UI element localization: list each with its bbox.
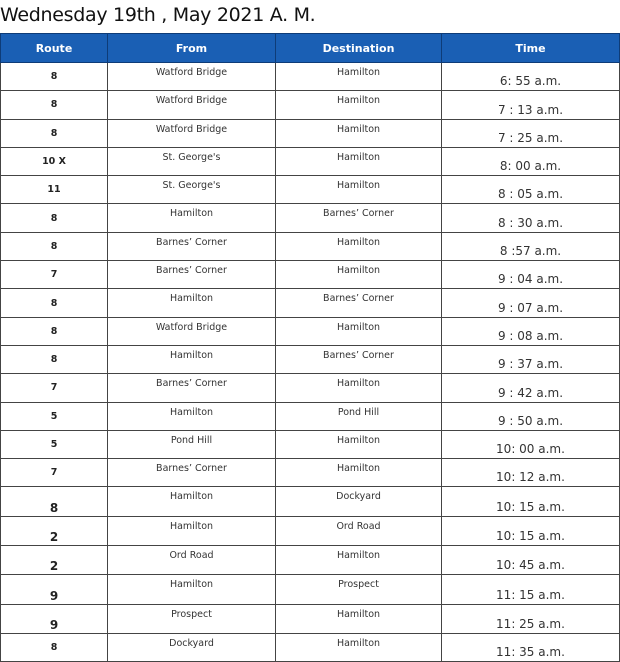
route-cell: 8 — [1, 633, 108, 661]
bus-schedule-table — [0, 33, 620, 662]
table-row — [1, 119, 620, 147]
time-cell: 7 : 25 a.m. — [442, 119, 620, 147]
route-cell: 8 — [1, 119, 108, 147]
from-cell: Barnes’ Corner — [108, 459, 276, 487]
time-cell: 9 : 07 a.m. — [442, 289, 620, 317]
from-cell: Prospect — [108, 604, 276, 633]
destination-cell: Barnes’ Corner — [276, 345, 442, 373]
time-cell: 10: 15 a.m. — [442, 516, 620, 545]
time-cell: 9 : 37 a.m. — [442, 345, 620, 373]
table-row — [1, 546, 620, 575]
table-row — [1, 604, 620, 633]
destination-cell: Barnes’ Corner — [276, 289, 442, 317]
route-cell: 8 — [1, 317, 108, 345]
route-cell: 5 — [1, 430, 108, 458]
route-cell: 9 — [1, 604, 108, 633]
from-cell: Hamilton — [108, 516, 276, 545]
table-row — [1, 147, 620, 175]
time-cell: 9 : 08 a.m. — [442, 317, 620, 345]
time-cell: 10: 00 a.m. — [442, 430, 620, 458]
from-cell: Barnes’ Corner — [108, 232, 276, 260]
destination-cell: Hamilton — [276, 91, 442, 119]
route-cell: 9 — [1, 575, 108, 604]
table-row — [1, 402, 620, 430]
time-cell: 8: 00 a.m. — [442, 147, 620, 175]
from-cell: Hamilton — [108, 575, 276, 604]
from-cell: Pond Hill — [108, 430, 276, 458]
destination-cell: Hamilton — [276, 232, 442, 260]
route-cell: 8 — [1, 289, 108, 317]
destination-cell: Hamilton — [276, 459, 442, 487]
table-row — [1, 204, 620, 232]
route-cell: 2 — [1, 546, 108, 575]
time-cell: 7 : 13 a.m. — [442, 91, 620, 119]
route-cell: 11 — [1, 176, 108, 204]
from-cell: Barnes’ Corner — [108, 261, 276, 289]
route-cell: 8 — [1, 232, 108, 260]
route-cell: 8 — [1, 345, 108, 373]
table-row — [1, 516, 620, 545]
route-cell: 7 — [1, 459, 108, 487]
time-cell: 11: 15 a.m. — [442, 575, 620, 604]
from-cell: Watford Bridge — [108, 63, 276, 91]
table-row — [1, 63, 620, 91]
table-row — [1, 91, 620, 119]
table-row — [1, 633, 620, 661]
route-cell: 8 — [1, 204, 108, 232]
time-cell: 10: 45 a.m. — [442, 546, 620, 575]
destination-cell: Hamilton — [276, 430, 442, 458]
time-cell: 11: 35 a.m. — [442, 633, 620, 661]
from-cell: Ord Road — [108, 546, 276, 575]
destination-cell: Hamilton — [276, 374, 442, 402]
route-cell: 8 — [1, 63, 108, 91]
from-cell: Watford Bridge — [108, 119, 276, 147]
column-header-route: Route — [1, 34, 108, 63]
from-cell: Hamilton — [108, 204, 276, 232]
time-cell: 9 : 50 a.m. — [442, 402, 620, 430]
table-row — [1, 289, 620, 317]
route-cell: 8 — [1, 487, 108, 516]
from-cell: Hamilton — [108, 402, 276, 430]
column-header-destination: Destination — [276, 34, 442, 63]
table-row — [1, 374, 620, 402]
destination-cell: Hamilton — [276, 147, 442, 175]
from-cell: Hamilton — [108, 487, 276, 516]
time-cell: 8 : 05 a.m. — [442, 176, 620, 204]
page-title: Wednesday 19th , May 2021 A. M. — [0, 4, 316, 26]
destination-cell: Pond Hill — [276, 402, 442, 430]
time-cell: 10: 15 a.m. — [442, 487, 620, 516]
table-row — [1, 430, 620, 458]
from-cell: St. George's — [108, 176, 276, 204]
table-row — [1, 317, 620, 345]
route-cell: 7 — [1, 374, 108, 402]
from-cell: Watford Bridge — [108, 317, 276, 345]
column-header-time: Time — [442, 34, 620, 63]
destination-cell: Dockyard — [276, 487, 442, 516]
from-cell: Watford Bridge — [108, 91, 276, 119]
table-row — [1, 459, 620, 487]
time-cell: 8 :57 a.m. — [442, 232, 620, 260]
route-cell: 10 X — [1, 147, 108, 175]
table-row — [1, 232, 620, 260]
time-cell: 6: 55 a.m. — [442, 63, 620, 91]
table-row — [1, 575, 620, 604]
time-cell: 11: 25 a.m. — [442, 604, 620, 633]
destination-cell: Hamilton — [276, 633, 442, 661]
route-cell: 7 — [1, 261, 108, 289]
destination-cell: Hamilton — [276, 546, 442, 575]
table-row — [1, 176, 620, 204]
route-cell: 5 — [1, 402, 108, 430]
time-cell: 9 : 42 a.m. — [442, 374, 620, 402]
destination-cell: Hamilton — [276, 63, 442, 91]
from-cell: St. George's — [108, 147, 276, 175]
time-cell: 8 : 30 a.m. — [442, 204, 620, 232]
destination-cell: Prospect — [276, 575, 442, 604]
from-cell: Dockyard — [108, 633, 276, 661]
route-cell: 2 — [1, 516, 108, 545]
time-cell: 10: 12 a.m. — [442, 459, 620, 487]
table-row — [1, 345, 620, 373]
destination-cell: Hamilton — [276, 176, 442, 204]
table-row — [1, 261, 620, 289]
destination-cell: Barnes’ Corner — [276, 204, 442, 232]
destination-cell: Ord Road — [276, 516, 442, 545]
from-cell: Hamilton — [108, 289, 276, 317]
destination-cell: Hamilton — [276, 604, 442, 633]
destination-cell: Hamilton — [276, 261, 442, 289]
from-cell: Barnes’ Corner — [108, 374, 276, 402]
destination-cell: Hamilton — [276, 317, 442, 345]
table-header-row — [1, 34, 620, 63]
route-cell: 8 — [1, 91, 108, 119]
time-cell: 9 : 04 a.m. — [442, 261, 620, 289]
destination-cell: Hamilton — [276, 119, 442, 147]
from-cell: Hamilton — [108, 345, 276, 373]
column-header-from: From — [108, 34, 276, 63]
table-row — [1, 487, 620, 516]
